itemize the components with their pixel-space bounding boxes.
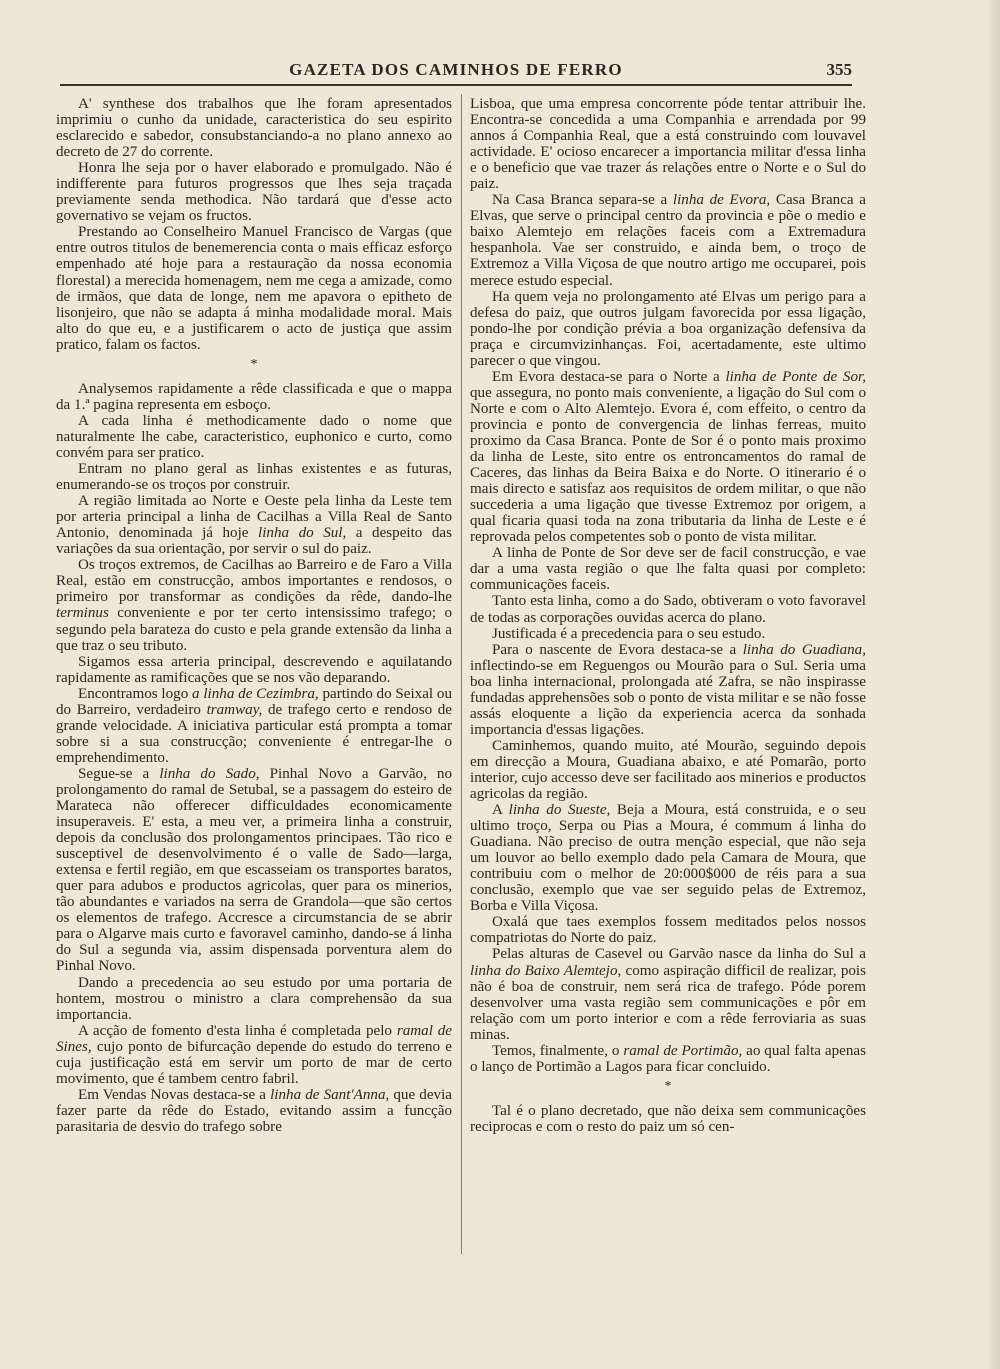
paragraph: Tanto esta linha, como a do Sado, obtiveram o voto favoravel de todas as corporações ouvidas acerca do plano. xyxy=(470,593,866,626)
text-run: que devia fazer parte da rêde do Estado, evitando assim a funcção parasitaria de desvio do trafego sobre xyxy=(56,1086,452,1135)
paragraph xyxy=(470,1043,866,1075)
page-number: 355 xyxy=(826,60,852,79)
text-run: A região limitada ao Norte e Oeste pela linha da Leste tem por arteria principal a linha de Cacilhas a Villa Real de Santo Antonio, denominada já hoje xyxy=(56,493,452,542)
text-run: Para o nascente de Evora destaca-se a xyxy=(492,641,743,658)
text-run: partindo do Seixal ou do Barreiro, verdadeiro xyxy=(56,685,452,718)
paragraph: Honra lhe seja por o haver elaborado e promulgado. Não é indifferente para futuros progressos que lhes seja traçada previamente senda methodica. Não tardará que d'esse acto governativo se vejam os fructos. xyxy=(56,160,452,225)
text-run: , a despeito das variações da sua orientação, por servir o sul do paiz. xyxy=(56,525,452,558)
page-header xyxy=(60,56,852,86)
line-name: linha de Ponte de Sor, xyxy=(725,368,866,385)
line-name: a linha de Cezimbra, xyxy=(192,685,319,702)
text-run: Os troços extremos, de Cacilhas ao Barreiro e de Faro a Villa Real, estão em construcção, ambos importantes e rendosos, o primeiro por transformar as condições da rêde, dando-lhe xyxy=(56,557,452,606)
paragraph xyxy=(470,642,866,738)
text-run: A acção de fomento d'esta linha é completada pelo xyxy=(78,1022,397,1039)
paragraph: Tal é o plano decretado, que não deixa sem communicações reciprocas e com o resto do paiz um só cen- xyxy=(470,1102,866,1135)
line-name: linha de Evora, xyxy=(672,192,771,209)
paragraph: Oxalá que taes exemplos fossem meditados pelos nossos compatriotas do Norte do paiz. xyxy=(470,914,866,947)
paragraph xyxy=(56,1087,452,1135)
paragraph: A linha de Ponte de Sor deve ser de facil construcção, e vae dar a uma vasta região o que lhe falta quasi por completo: communicações faceis. xyxy=(470,545,866,594)
left-column xyxy=(56,96,452,1266)
paragraph xyxy=(56,686,452,766)
text-run: inflectindo-se em Reguengos ou Mourão para o Sul. Seria uma boa linha internacional, prolongada até Zafra, se não inspirasse fundadas apprehensões sob o ponto de vista militar e se não fosse assás eloquente a lição da experiencia acerca da sonhada importancia d'essas ligações. xyxy=(470,657,866,738)
paragraph: Dando a precedencia ao seu estudo por uma portaria de hontem, mostrou o ministro a clara comprehensão da sua importancia. xyxy=(56,974,452,1023)
paragraph: Justificada é a precedencia para o seu estudo. xyxy=(492,625,766,642)
journal-title: GAZETA DOS CAMINHOS DE FERRO xyxy=(289,60,623,79)
text-run: Beja a Moura, está construida, e o seu ultimo troço, Serpa ou Pias a Moura, é commum á linha do Guadiana. Não preciso de outra menção especial, que não seja um louvor ao bello exemplo dado pela Camara de Moura, que contribuiu com o melhor de 20:000$000 de réis para a sua conclusão, exemplo que vae ser seguido pelas de Extremoz, Borba e Villa Viçosa. xyxy=(470,802,866,915)
line-name: ramal de Portimão, xyxy=(623,1042,743,1059)
text-run: como aspiração difficil de realizar, pois não é boa de construir, nem será rica de trafego. Póde porem desenvolver uma vasta região sem communicações e pôr em relação com um porto interior e com a rêde ferroviaria as suas minas. xyxy=(470,962,866,1043)
paragraph xyxy=(470,192,866,288)
paragraph: Lisboa, que uma empresa concorrente póde tentar attribuir lhe. Encontra-se concedida a uma Companhia e arrendada por 99 annos á Companhia Real, que a está construindo com louvavel actividade. E' ocioso encarecer a importancia militar d'essa linha e o beneficio que vae trazer ás relações entre o Norte e o Sul do paiz. xyxy=(470,96,866,193)
paragraph: Prestando ao Conselheiro Manuel Francisco de Vargas (que entre outros titulos de benemerencia conta o mais efficaz esforço empenhado até hoje para a restauração da nossa economia florestal) a merecida homenagem, nem me cega a amizade, como de irmãos, que data de longe, nem me apavora o epitheto de lisonjeiro, que não se adapta á minha modalidade moral. Mais alto do que eu, e a justificarem o acto de justiça que assim pratico, falam os factos. xyxy=(56,224,452,353)
line-name: linha do Sueste, xyxy=(508,802,611,819)
text-run: que assegura, no ponto mais conveniente, a ligação do Sul com o Norte e com o Alto Alemtejo. Evora é, com effeito, o centro da provincia e ponto de convergencia de linhas ferreas, muito proximo da Casa Branca. Ponte de Sor é o ponto mais proximo da linha de Leste, sito entre os entroncamentos do ramal de Caceres, das linhas da Beira Baixa e do Norte. O itinerario é o mais directo e satisfaz aos requisitos de ordem militar, o que não succederia a uma ligação que tivesse Extremoz por origem, a qual ficaria quasi toda na zona tributaria da linha de Leste e é reprovada pelos competentes sob o ponto de vista militar. xyxy=(470,384,866,546)
paragraph: A' synthese dos trabalhos que lhe foram apresentados imprimiu o cunho da unidade, caracteristica do seu espirito esclarecido e sabedor, consubstanciando-a no plano annexo ao decreto de 27 do corrente. xyxy=(56,96,452,161)
paragraph xyxy=(56,557,452,653)
text-run: de trafego certo e rendoso de grande velocidade. A iniciativa particular está prompta a tomar sobre si a sua construcção; conveniente é entregar-lhe o emprehendimento. xyxy=(56,701,452,766)
section-asterism: * xyxy=(664,1078,672,1094)
column-divider xyxy=(461,94,462,1254)
paragraph: Entram no plano geral as linhas existentes e as futuras, enumerando-se os troços por construir. xyxy=(56,461,452,494)
paragraph xyxy=(56,493,452,557)
text-run: conveniente e por ter certo intensissimo trafego; o segundo pela barateza do custo e pela grande extensão da linha a que traz o seu tributo. xyxy=(56,605,452,654)
paragraph: Caminhemos, quando muito, até Mourão, seguindo depois em direcção a Moura, Guadiana abaixo, e até Pomarão, porto interior, cujo accesso deve ser facilitado aos minerios e productos agricolas da região. xyxy=(470,737,866,803)
paragraph xyxy=(470,802,866,914)
text-run: Casa Branca a Elvas, que serve o principal centro da provincia e põe o medio e baixo Alemtejo em relações faceis com a Extremadura hespanhola. Vae ser construido, e ainda bem, o troço de Extremoz a Villa Viçosa de que noutro artigo me occuparei, pois merece estudo especial. xyxy=(470,192,866,289)
text-run: Encontramos logo xyxy=(78,685,193,702)
paragraph xyxy=(56,1023,452,1087)
paragraph xyxy=(56,766,452,975)
paper-edge-shading xyxy=(986,0,1000,1369)
text-run: Pelas alturas de Casevel ou Garvão nasce da linha do Sul a xyxy=(492,946,866,963)
right-column xyxy=(470,96,866,1266)
text-run: A xyxy=(492,802,509,819)
text-run: ao qual falta apenas o lanço de Portimão a Lagos para ficar concluido. xyxy=(470,1042,866,1075)
text-run: Pinhal Novo a Garvão, no prolongamento do ramal de Setubal, se a passagem do esteiro de Marateca não offerecer difficuldades economicamente insuperaveis. E' esta, a meu ver, a primeira linha a construir, depois da conclusão dos prolongamentos principaes. Tão rico e susceptivel de desenvolvimento é o valle de Sado—larga, extensa e fertil região, em que escasseiam os transportes baratos, quer para adubos e productos agricolas, quer para os minerios, tão abundantes e variados na serra de Grandola—que são certos os elementos de trafego. Accresce a circumstancia de se abrir para o Algarve mais curto e favoravel caminho, dando-se á linha do Sul a segunda via, assim dispensada porventura alem do Pinhal Novo. xyxy=(56,765,452,975)
line-name: linha do Baixo Alemtejo, xyxy=(470,962,622,979)
text-run: Segue-se a xyxy=(78,765,160,782)
line-name: linha do Guadiana, xyxy=(742,641,866,658)
paragraph: Analysemos rapidamente a rêde classificada e que o mappa da 1.ª pagina representa em esboço. xyxy=(56,380,452,413)
paragraph: Sigamos essa arteria principal, descrevendo e aquilatando rapidamente as ramificações que se nos vão deparando. xyxy=(56,653,452,686)
text-run: Em Evora destaca-se para o Norte a xyxy=(492,368,726,385)
section-asterism: * xyxy=(250,356,258,372)
line-name: linha do Sado, xyxy=(159,765,260,782)
paragraph: A cada linha é methodicamente dado o nome que naturalmente lhe cabe, caracteristico, euphonico e curto, como convém para ser pratico. xyxy=(56,412,452,461)
text-run: Na Casa Branca separa-se a xyxy=(492,192,673,209)
emphasis: terminus xyxy=(56,605,109,622)
line-name: linha de Sant'Anna, xyxy=(270,1086,390,1103)
text-run: Temos, finalmente, o xyxy=(492,1042,624,1059)
paragraph xyxy=(470,369,866,546)
line-name: linha do Sul xyxy=(258,525,343,542)
text-run: Em Vendas Novas destaca-se a xyxy=(78,1086,271,1103)
paragraph xyxy=(470,946,866,1042)
emphasis: tramway, xyxy=(206,701,263,718)
paragraph: Ha quem veja no prolongamento até Elvas um perigo para a defesa do paiz, que outros julgam favorecida por essa ligação, pondo-lhe por condição prévia a boa organização defensiva da praça e circumvizinhanças. Foi, acertadamente, este ultimo parecer o que vingou. xyxy=(470,288,866,369)
text-run: cujo ponto de bifurcação depende do estudo do terreno e cuja justificação está em servir um porto de mar de certo movimento, que é tambem centro fabril. xyxy=(56,1038,452,1087)
line-name: ramal de Sines, xyxy=(56,1022,452,1055)
